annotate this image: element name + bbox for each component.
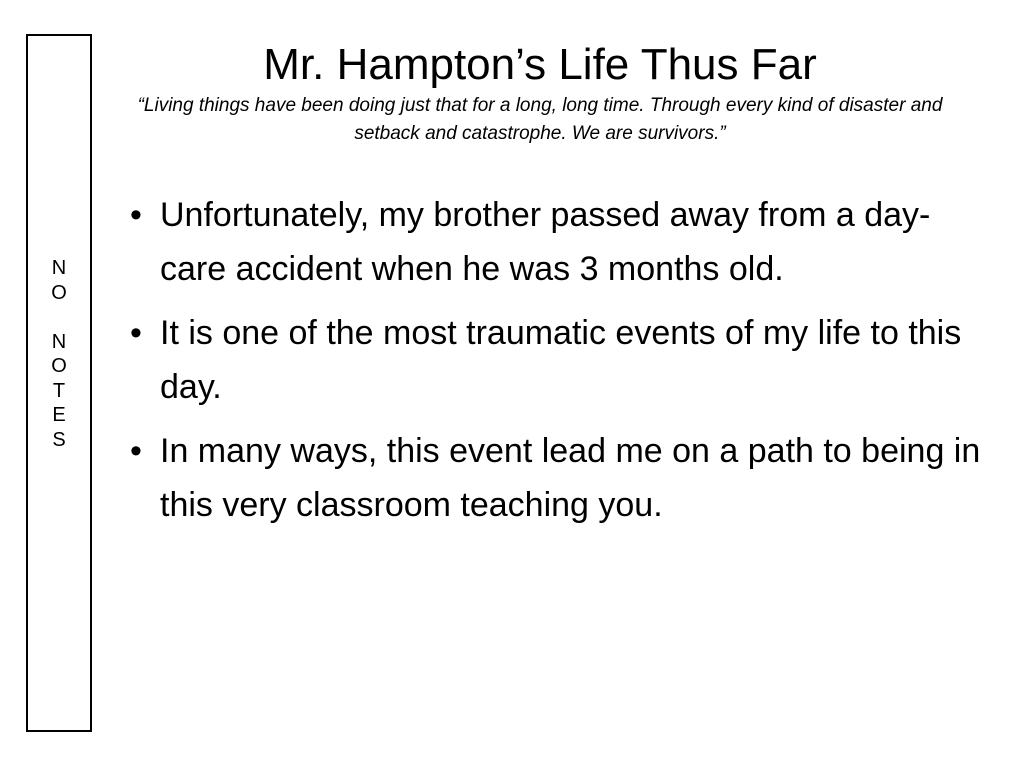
bullet-item	[124, 424, 984, 532]
side-letter: S	[52, 428, 66, 451]
bullet-text: It is one of the most traumatic events of my life to this day.	[160, 314, 962, 406]
bullet-text: In many ways, this event lead me on a path to being in this very classroom teaching you.	[160, 432, 981, 524]
bullet-list	[124, 188, 984, 542]
slide-title: Mr. Hampton’s Life Thus Far	[263, 40, 817, 89]
side-letter: N	[51, 257, 67, 279]
slide-quote: “Living things have been doing just that for a long, long time. Through every kind of disaster and setback and catastrophe. We are survivors.”	[137, 95, 943, 144]
title-block	[110, 38, 970, 148]
side-letter: E	[52, 404, 66, 426]
bullet-icon: •	[130, 432, 142, 470]
bullet-text: Unfortunately, my brother passed away from a day-care accident when he was 3 months old.	[160, 196, 931, 288]
bullet-item	[124, 188, 984, 296]
no-notes-box	[26, 34, 92, 732]
bullet-icon: •	[130, 196, 142, 234]
side-letter: O	[51, 281, 67, 304]
bullet-icon: •	[130, 314, 142, 352]
side-letter: N	[51, 330, 67, 353]
side-letter: O	[51, 355, 67, 377]
side-letter-spacer	[28, 305, 90, 330]
side-letter: T	[52, 379, 66, 402]
no-notes-label	[28, 256, 90, 452]
bullet-item	[124, 306, 984, 414]
